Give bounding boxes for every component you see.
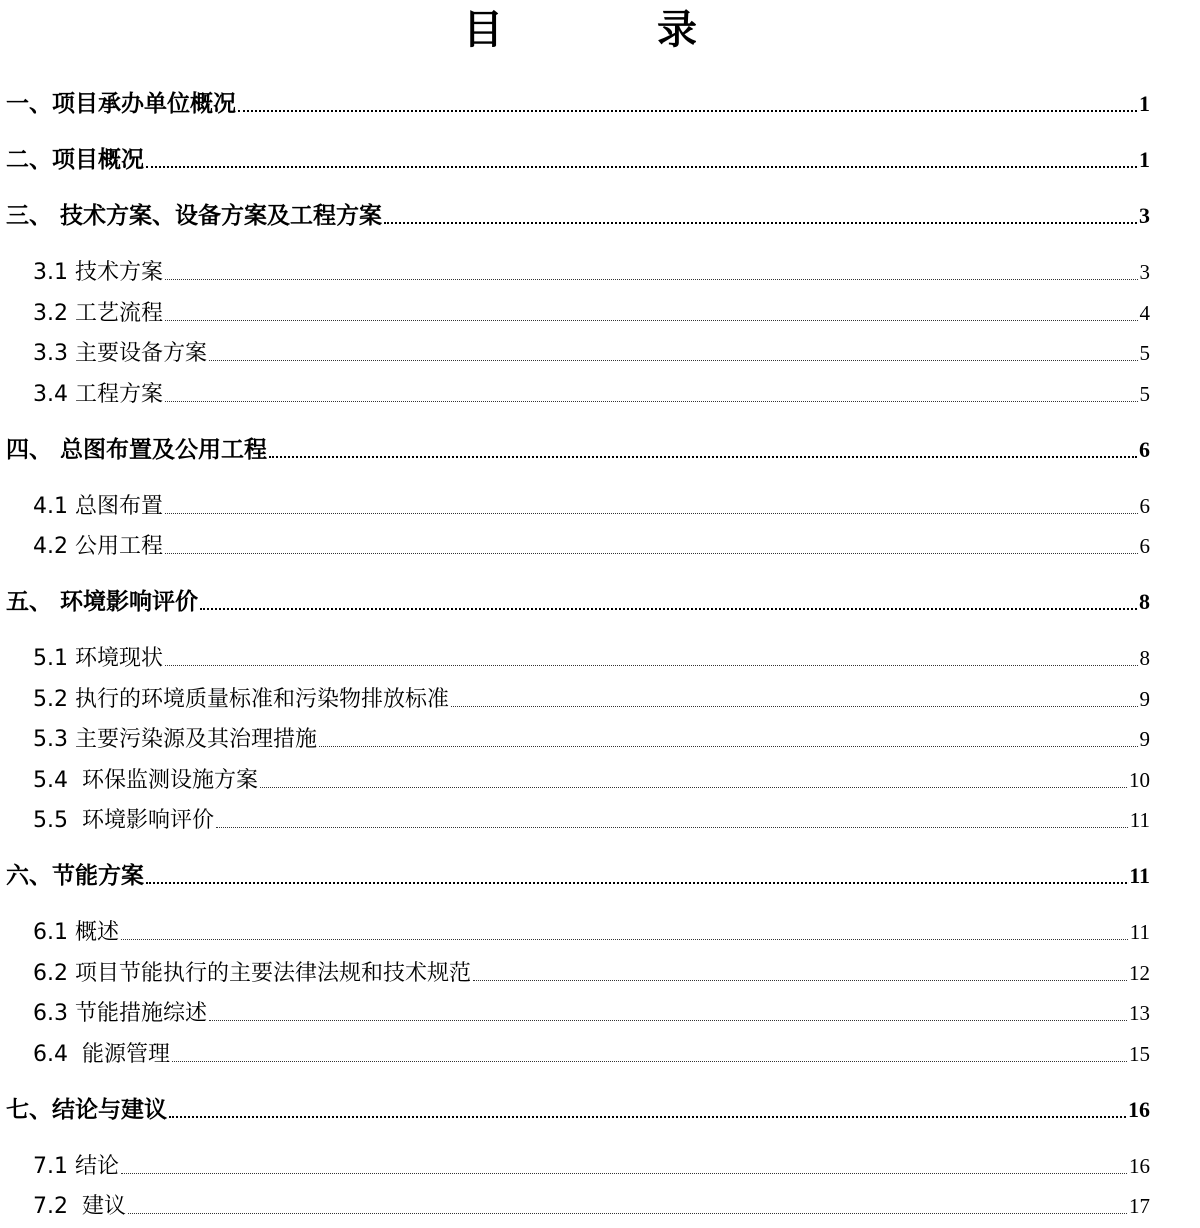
toc-entry-label: 6.3 节能措施综述 bbox=[33, 1001, 207, 1026]
toc-entry-label: 一、项目承办单位概况 bbox=[6, 91, 236, 117]
toc-entry-label: 五、 环境影响评价 bbox=[6, 589, 199, 615]
toc-page-number: 11 bbox=[1129, 920, 1150, 944]
toc-section-entry[interactable] bbox=[0, 805, 1150, 835]
toc-page-number: 3 bbox=[1139, 260, 1150, 284]
toc-section-entry[interactable] bbox=[0, 643, 1150, 673]
toc-dot-leader bbox=[384, 222, 1137, 224]
toc-dot-leader bbox=[165, 553, 1138, 554]
toc-dot-leader bbox=[209, 360, 1138, 361]
toc-page-number: 12 bbox=[1129, 961, 1150, 985]
toc-dot-leader bbox=[200, 608, 1137, 610]
toc-dot-leader bbox=[146, 882, 1127, 884]
toc-dot-leader bbox=[169, 1116, 1126, 1118]
toc-section-entry[interactable] bbox=[0, 1039, 1150, 1069]
toc-chapter-entry[interactable] bbox=[0, 435, 1150, 465]
toc-dot-leader bbox=[209, 1020, 1127, 1021]
toc-page-number: 10 bbox=[1129, 768, 1150, 792]
toc-section-entry[interactable] bbox=[0, 917, 1150, 947]
toc-section-entry[interactable] bbox=[0, 724, 1150, 754]
toc-entry-label: 7.2 建议 bbox=[33, 1194, 126, 1219]
toc-section-entry[interactable] bbox=[0, 257, 1150, 287]
toc-page-number: 1 bbox=[1139, 91, 1150, 116]
toc-page-number: 16 bbox=[1128, 1097, 1150, 1122]
toc-chapter-entry[interactable] bbox=[0, 861, 1150, 891]
toc-entry-label: 4.1 总图布置 bbox=[33, 494, 163, 519]
toc-page-number: 11 bbox=[1129, 863, 1150, 888]
toc-dot-leader bbox=[319, 746, 1138, 747]
toc-section-entry[interactable] bbox=[0, 298, 1150, 328]
toc-entry-label: 3.1 技术方案 bbox=[33, 260, 163, 285]
toc-chapter-entry[interactable] bbox=[0, 145, 1150, 175]
toc-page-number: 4 bbox=[1139, 301, 1150, 325]
toc-entry-label: 5.2 执行的环境质量标准和污染物排放标准 bbox=[33, 687, 449, 712]
toc-entry-label: 6.1 概述 bbox=[33, 920, 119, 945]
toc-dot-leader bbox=[473, 980, 1127, 981]
toc-page-number: 6 bbox=[1139, 437, 1150, 462]
toc-section-entry[interactable] bbox=[0, 1151, 1150, 1181]
toc-chapter-entry[interactable] bbox=[0, 201, 1150, 231]
toc-dot-leader bbox=[451, 706, 1138, 707]
toc-page-number: 9 bbox=[1139, 727, 1150, 751]
toc-page-number: 9 bbox=[1139, 687, 1150, 711]
toc-page-number: 1 bbox=[1139, 147, 1150, 172]
toc-dot-leader bbox=[216, 827, 1128, 828]
toc-chapter-entry[interactable] bbox=[0, 1095, 1150, 1125]
toc-entry-label: 三、 技术方案、设备方案及工程方案 bbox=[6, 203, 383, 229]
toc-section-entry[interactable] bbox=[0, 998, 1150, 1028]
toc-page-number: 5 bbox=[1139, 382, 1150, 406]
toc-page-number: 5 bbox=[1139, 341, 1150, 365]
toc-page-number: 6 bbox=[1139, 534, 1150, 558]
toc-page-number: 8 bbox=[1139, 589, 1150, 614]
toc-dot-leader bbox=[121, 1173, 1127, 1174]
toc-dot-leader bbox=[165, 401, 1138, 402]
toc-page-number: 13 bbox=[1129, 1001, 1150, 1025]
toc-dot-leader bbox=[269, 456, 1137, 458]
toc-chapter-entry[interactable] bbox=[0, 587, 1150, 617]
toc-entry-label: 7.1 结论 bbox=[33, 1154, 119, 1179]
toc-entry-label: 4.2 公用工程 bbox=[33, 534, 163, 559]
toc-dot-leader bbox=[121, 939, 1128, 940]
toc-dot-leader bbox=[165, 665, 1138, 666]
toc-entry-label: 3.3 主要设备方案 bbox=[33, 341, 207, 366]
toc-entry-label: 七、结论与建议 bbox=[6, 1097, 167, 1123]
toc-page-number: 3 bbox=[1139, 203, 1150, 228]
toc-dot-leader bbox=[128, 1213, 1127, 1214]
toc-page-number: 11 bbox=[1129, 808, 1150, 832]
toc-page-number: 17 bbox=[1129, 1194, 1150, 1218]
toc-entry-label: 5.5 环境影响评价 bbox=[33, 808, 214, 833]
toc-entry-label: 6.4 能源管理 bbox=[33, 1042, 170, 1067]
toc-dot-leader bbox=[172, 1061, 1127, 1062]
toc-entry-label: 5.1 环境现状 bbox=[33, 646, 163, 671]
toc-section-entry[interactable] bbox=[0, 1191, 1150, 1221]
toc-dot-leader bbox=[260, 787, 1127, 788]
toc-entry-label: 6.2 项目节能执行的主要法律法规和技术规范 bbox=[33, 961, 471, 986]
toc-section-entry[interactable] bbox=[0, 491, 1150, 521]
toc-page-number: 16 bbox=[1129, 1154, 1150, 1178]
toc-page-number: 8 bbox=[1139, 646, 1150, 670]
toc-dot-leader bbox=[165, 279, 1138, 280]
toc-section-entry[interactable] bbox=[0, 338, 1150, 368]
toc-section-entry[interactable] bbox=[0, 958, 1150, 988]
toc-entry-label: 5.4 环保监测设施方案 bbox=[33, 768, 258, 793]
toc-section-entry[interactable] bbox=[0, 379, 1150, 409]
toc-entry-label: 六、节能方案 bbox=[6, 863, 144, 889]
toc-dot-leader bbox=[146, 166, 1137, 168]
toc-dot-leader bbox=[165, 513, 1138, 514]
toc-dot-leader bbox=[238, 110, 1137, 112]
toc-section-entry[interactable] bbox=[0, 684, 1150, 714]
toc-entry-label: 3.4 工程方案 bbox=[33, 382, 163, 407]
toc-page-number: 15 bbox=[1129, 1042, 1150, 1066]
toc-chapter-entry[interactable] bbox=[0, 89, 1150, 119]
toc-entry-label: 二、项目概况 bbox=[6, 147, 144, 173]
toc-entry-label: 5.3 主要污染源及其治理措施 bbox=[33, 727, 317, 752]
toc-title: 目 录 bbox=[463, 7, 767, 53]
toc-entry-label: 3.2 工艺流程 bbox=[33, 301, 163, 326]
toc-dot-leader bbox=[165, 320, 1138, 321]
toc-section-entry[interactable] bbox=[0, 531, 1150, 561]
toc-section-entry[interactable] bbox=[0, 765, 1150, 795]
toc-page-number: 6 bbox=[1139, 494, 1150, 518]
toc-entry-label: 四、 总图布置及公用工程 bbox=[6, 437, 268, 463]
